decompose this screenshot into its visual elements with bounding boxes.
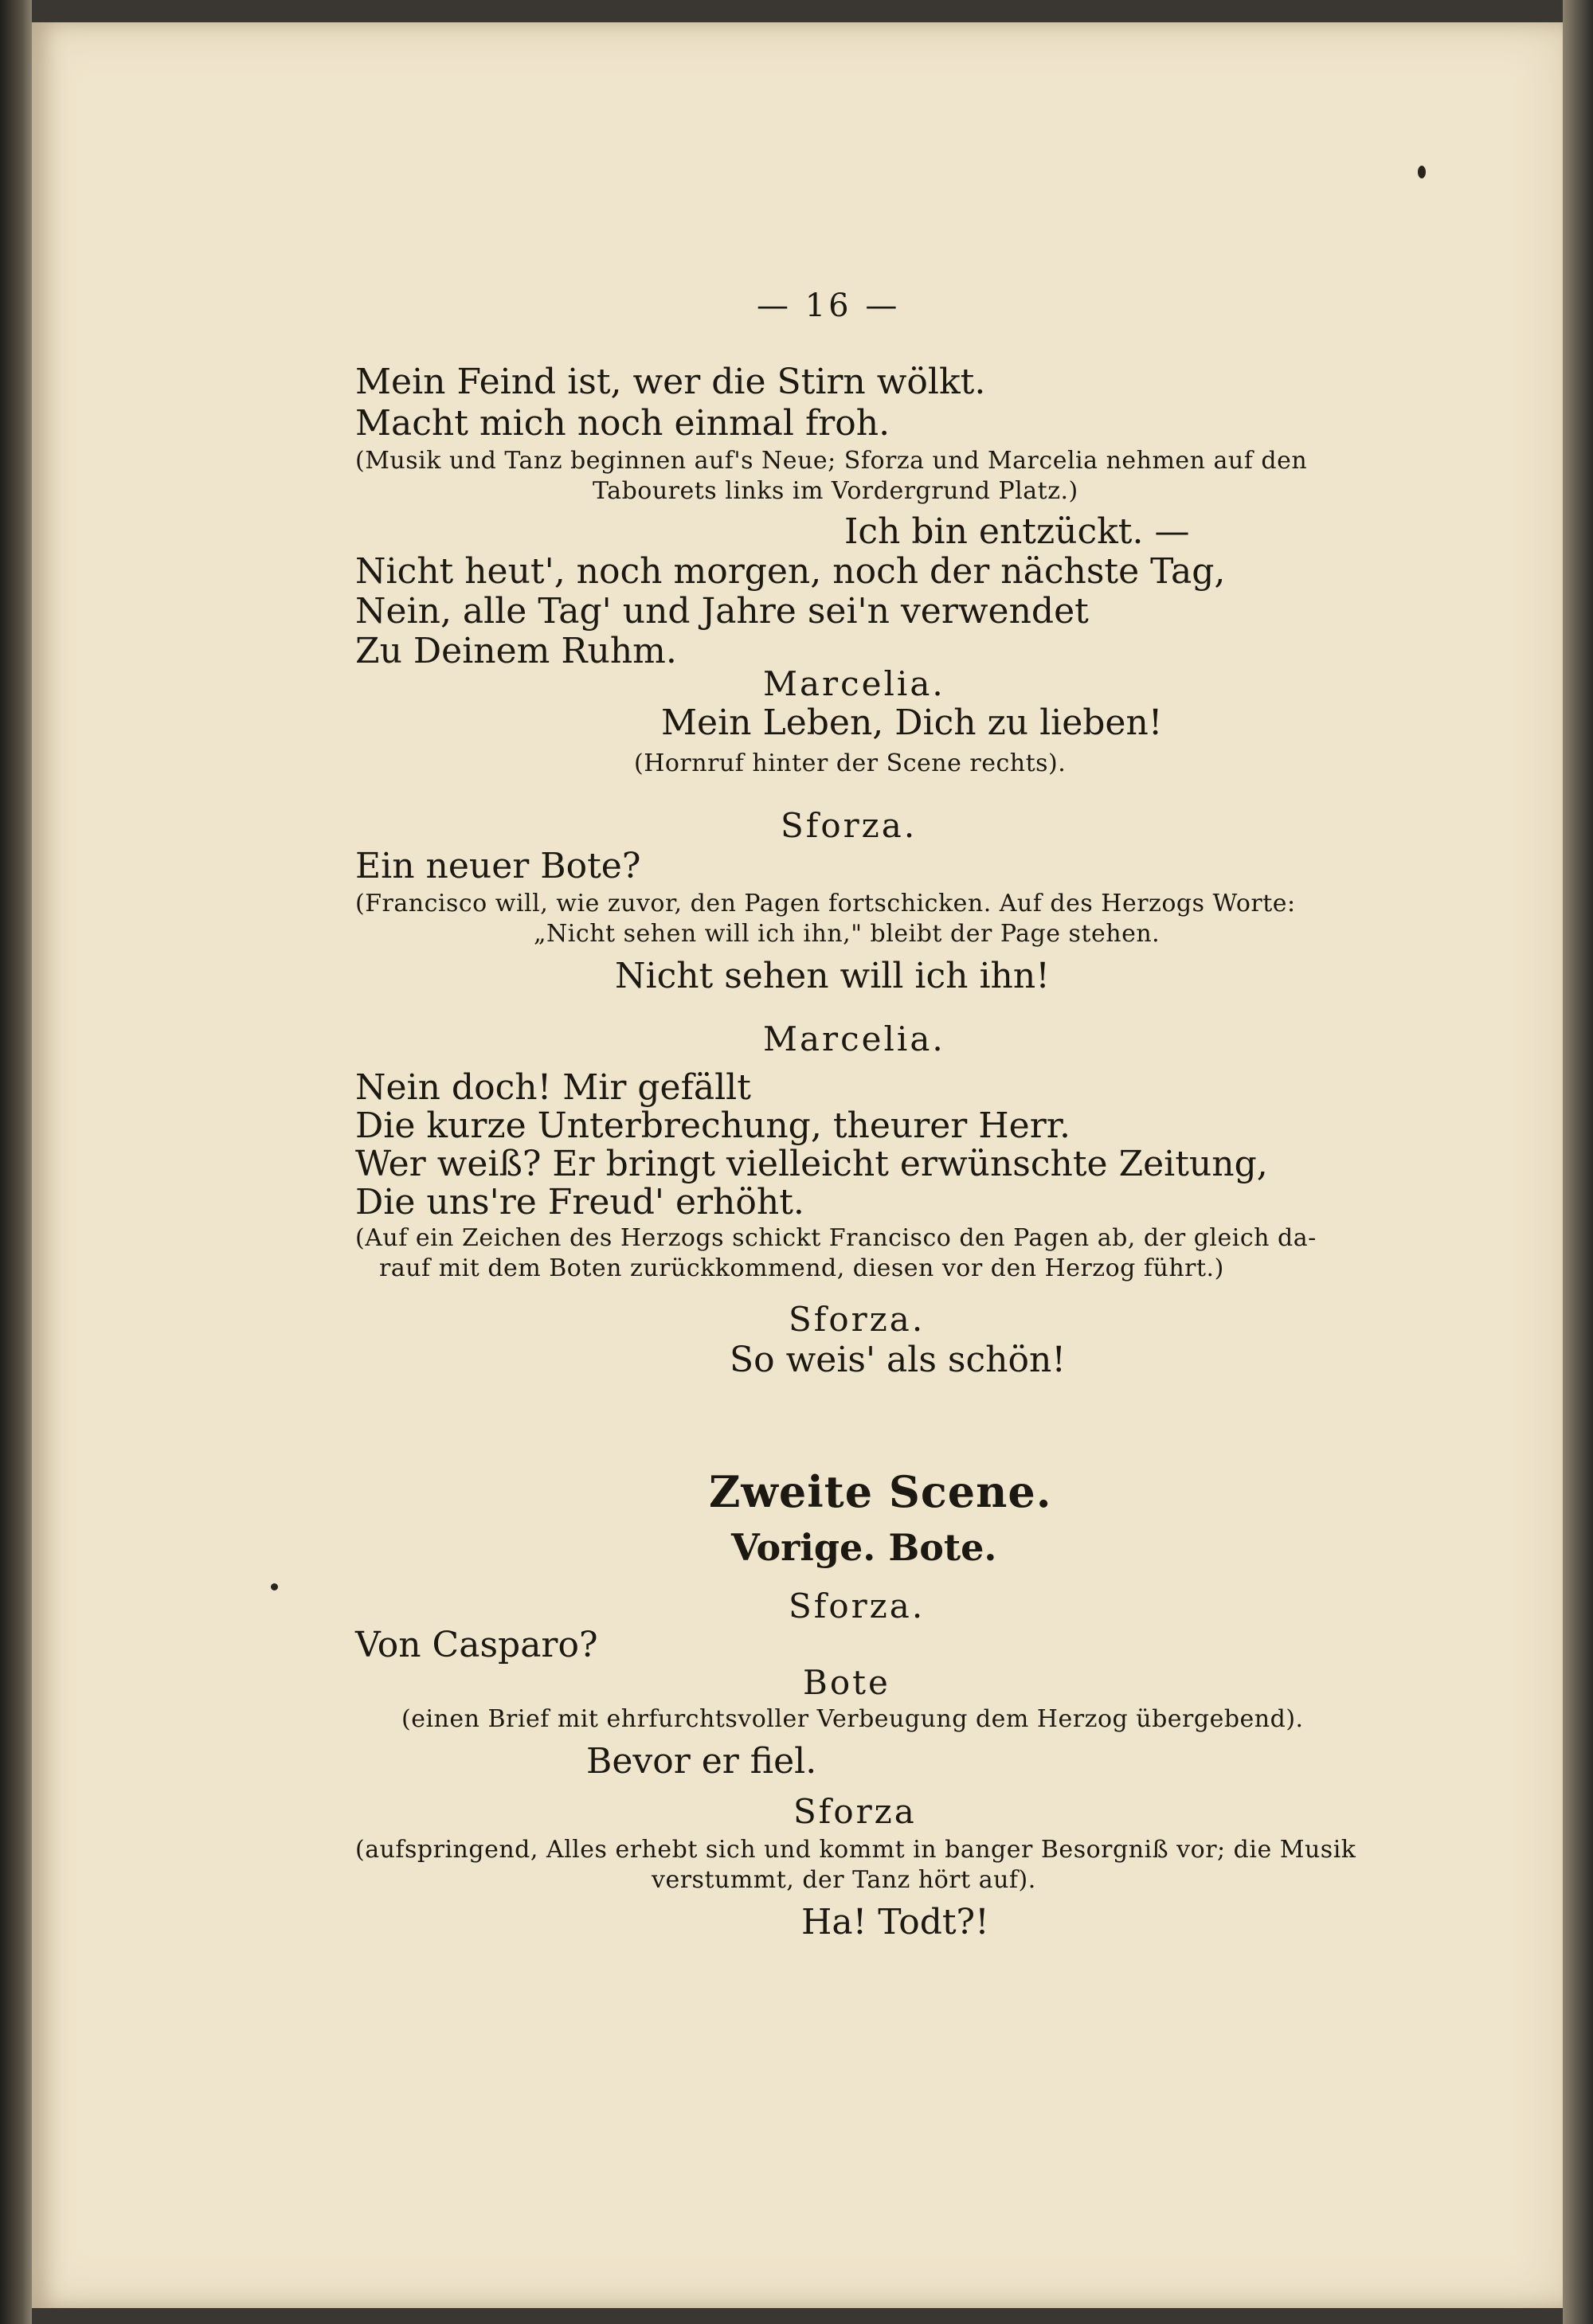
- verse-line: Ich bin entzückt. —: [844, 511, 1190, 552]
- scene-cast: Vorige. Bote.: [731, 1526, 997, 1569]
- verse-line: Die kurze Unterbrechung, theurer Herr.: [355, 1105, 1070, 1146]
- ink-speck: [271, 1583, 278, 1590]
- stage-direction: (aufspringend, Alles erhebt sich und kommt in banger Besorgniß vor; die Musik: [355, 1836, 1356, 1864]
- speaker-name: Sforza.: [789, 1300, 926, 1339]
- book-binding: [0, 0, 32, 2324]
- speaker-name: Marcelia.: [763, 664, 945, 703]
- verse-line: Nein doch! Mir gefällt: [355, 1067, 751, 1108]
- stage-direction: verstummt, der Tanz hört auf).: [652, 1866, 1036, 1894]
- verse-line: Mein Leben, Dich zu lieben!: [661, 702, 1163, 743]
- speaker-name: Bote: [803, 1663, 890, 1702]
- verse-line: Nein, alle Tag' und Jahre sei'n verwendet: [355, 591, 1089, 632]
- speaker-name: Sforza: [793, 1792, 917, 1831]
- ink-speck: [1418, 166, 1426, 178]
- scene-title: Zweite Scene.: [709, 1466, 1052, 1517]
- verse-line: So weis' als schön!: [730, 1340, 1066, 1380]
- page-edge: [1563, 0, 1593, 2324]
- verse-line: Zu Deinem Ruhm.: [355, 631, 677, 671]
- speaker-name: Sforza.: [781, 806, 918, 845]
- verse-line: Die uns're Freud' erhöht.: [355, 1182, 804, 1223]
- speaker-name: Marcelia.: [763, 1019, 945, 1058]
- verse-line: Wer weiß? Er bringt vielleicht erwünschte Zeitung,: [355, 1144, 1268, 1184]
- stage-direction: (Auf ein Zeichen des Herzogs schickt Francisco den Pagen ab, der gleich da-: [355, 1224, 1317, 1252]
- verse-line: Bevor er fiel.: [586, 1741, 817, 1782]
- verse-line: Macht mich noch einmal froh.: [355, 403, 890, 444]
- page-number: — 16 —: [757, 288, 901, 324]
- stage-direction: „Nicht sehen will ich ihn," bleibt der Page stehen.: [534, 920, 1161, 948]
- speaker-name: Sforza.: [789, 1587, 926, 1626]
- stage-direction: (Francisco will, wie zuvor, den Pagen fortschicken. Auf des Herzogs Worte:: [355, 890, 1296, 917]
- verse-line: Mein Feind ist, wer die Stirn wölkt.: [355, 362, 986, 402]
- verse-line: Ha! Todt?!: [801, 1902, 989, 1943]
- stage-direction: Tabourets links im Vordergrund Platz.): [593, 477, 1078, 505]
- stage-direction: rauf mit dem Boten zurückkommend, diesen vor den Herzog führt.): [379, 1254, 1224, 1282]
- stage-direction: (Musik und Tanz beginnen auf's Neue; Sforza und Marcelia nehmen auf den: [355, 447, 1308, 475]
- verse-line: Nicht heut', noch morgen, noch der nächste Tag,: [355, 551, 1226, 592]
- verse-line: Nicht sehen will ich ihn!: [615, 956, 1050, 996]
- verse-line: Von Casparo?: [355, 1625, 598, 1665]
- stage-direction: (Hornruf hinter der Scene rechts).: [634, 749, 1067, 777]
- verse-line: Ein neuer Bote?: [355, 846, 641, 886]
- stage-direction: (einen Brief mit ehrfurchtsvoller Verbeugung dem Herzog übergebend).: [401, 1705, 1304, 1733]
